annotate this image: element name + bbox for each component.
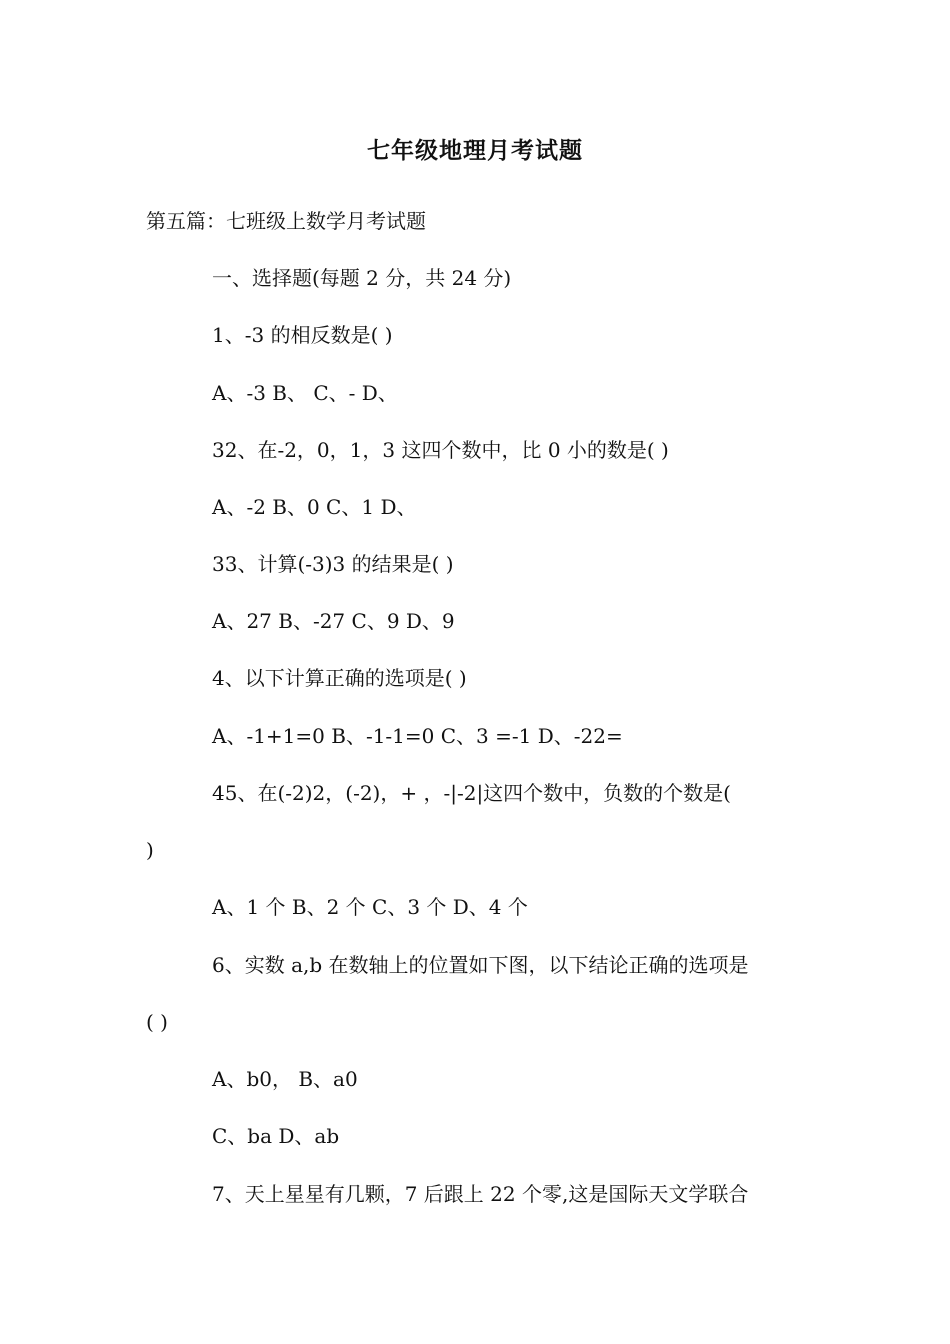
question-7: 7、天上星星有几颗，7 后跟上 22 个零,这是国际天文学联合: [212, 1182, 749, 1206]
question-1: 1、-3 的相反数是( ): [212, 323, 393, 347]
page-title: 七年级地理月考试题: [367, 137, 583, 164]
question-5: 45、在(-2)2，(-2)，+ ，-|-2|这四个数中，负数的个数是(: [212, 781, 731, 805]
options-6-a-b: A、b0， B、a0: [212, 1067, 358, 1091]
section-heading: 第五篇：七班级上数学月考试题: [146, 209, 426, 233]
question-5-continued: ): [146, 838, 154, 862]
question-group-heading: 一、选择题(每题 2 分，共 24 分): [212, 266, 512, 290]
options-2: A、-2 B、0 C、1 D、: [212, 495, 417, 519]
question-6: 6、实数 a,b 在数轴上的位置如下图，以下结论正确的选项是: [212, 953, 749, 977]
question-2: 32、在-2，0，1，3 这四个数中，比 0 小的数是( ): [212, 438, 669, 462]
question-3: 33、计算(-3)3 的结果是( ): [212, 552, 454, 576]
options-5: A、1 个 B、2 个 C、3 个 D、4 个: [212, 895, 528, 919]
question-6-continued: ( ): [146, 1010, 168, 1034]
options-1: A、-3 B、 C、- D、: [212, 381, 398, 405]
question-4: 4、以下计算正确的选项是( ): [212, 666, 467, 690]
options-6-c-d: C、ba D、ab: [212, 1124, 340, 1148]
options-4: A、-1+1=0 B、-1-1=0 C、3 =-1 D、-22=: [212, 724, 623, 748]
options-3: A、27 B、-27 C、9 D、9: [212, 609, 455, 633]
